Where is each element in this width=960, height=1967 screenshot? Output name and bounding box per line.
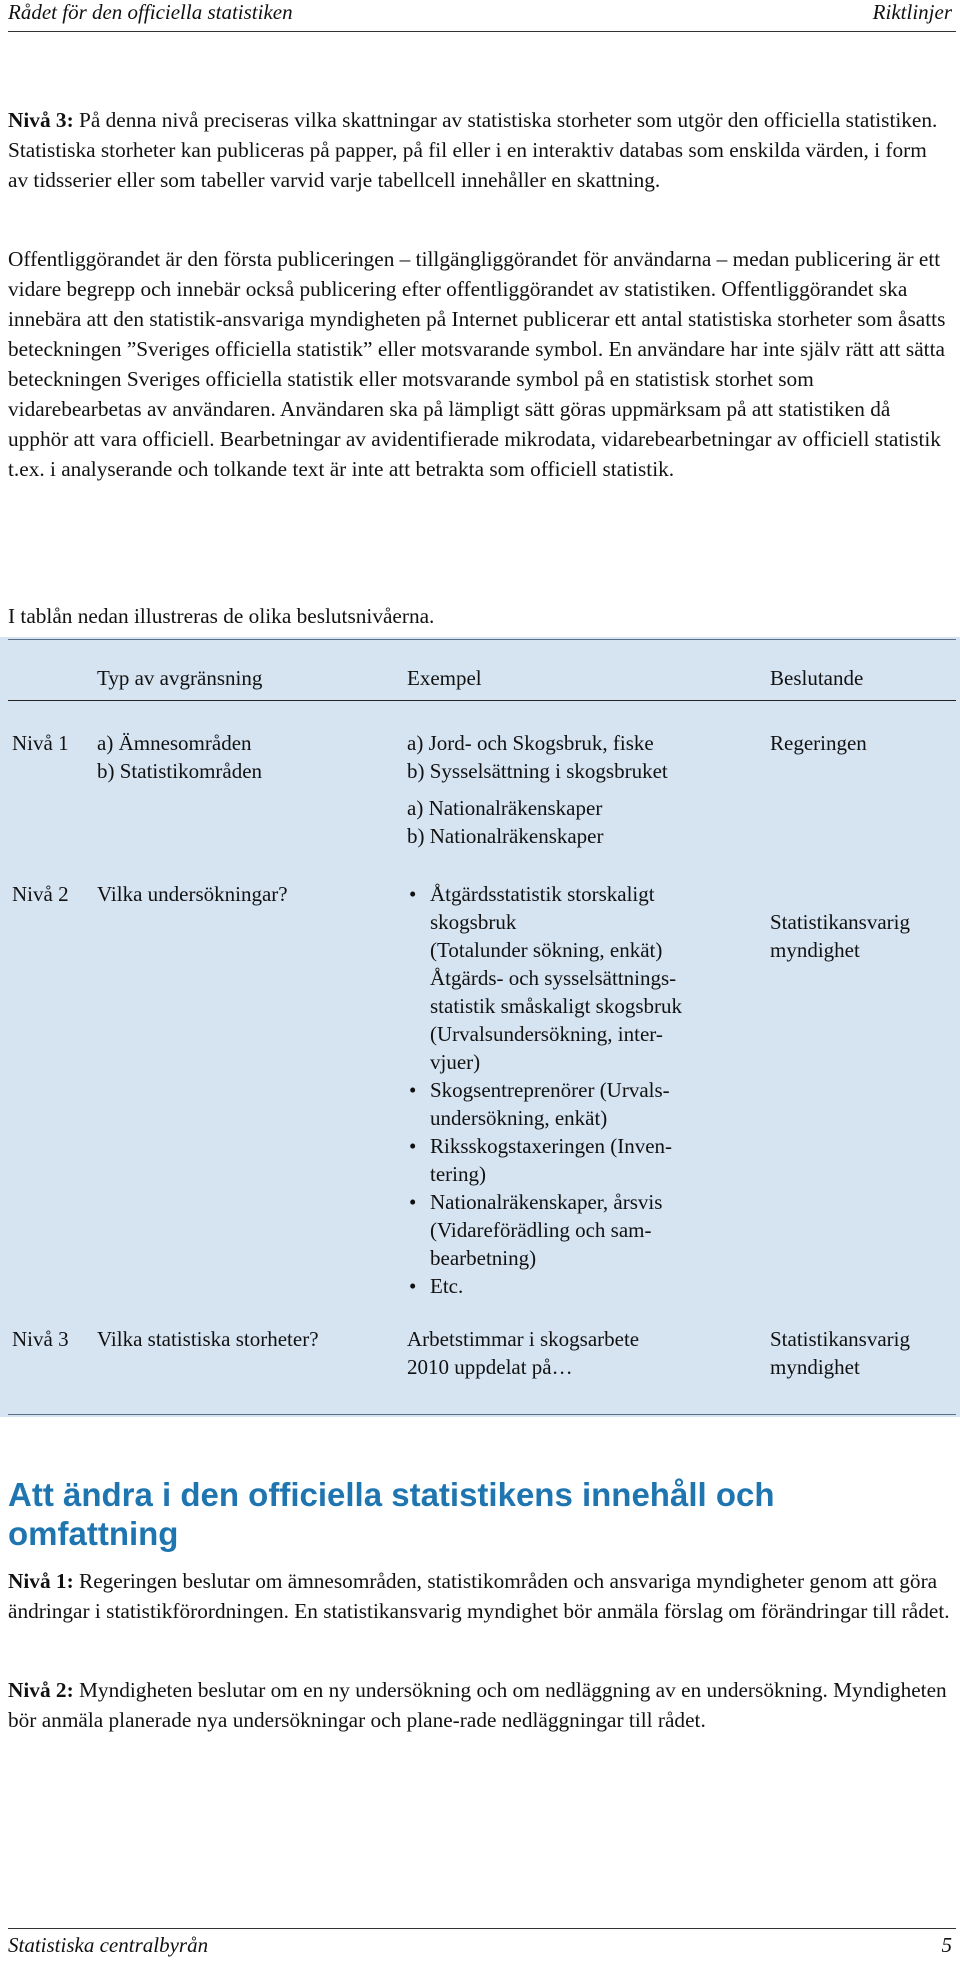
decision-levels-table (0, 652, 960, 692)
bullet1-line: Åtgärds- och sysselsättnings- (430, 966, 677, 990)
header-section: Riktlinjer (872, 0, 952, 24)
row3-decider-line1: Statistikansvarig (770, 1327, 910, 1351)
row2-type: Vilka undersökningar? (97, 882, 288, 906)
bullet4-line: bearbetning) (430, 1246, 537, 1270)
row1-example-c: a) Nationalräkenskaper (407, 796, 603, 820)
table-header-row (0, 652, 960, 692)
paragraph-section-niva1 (8, 1566, 952, 1626)
bullet4-line: (Vidareförädling och sam- (430, 1218, 652, 1242)
bullet2-line: • Skogsentreprenörer (Urvals- (430, 1078, 670, 1102)
row2-decider-line1: Statistikansvarig (770, 910, 910, 934)
row3-example-line2: 2010 uppdelat på… (407, 1355, 573, 1379)
intro-table-text: I tablån nedan illustreras de olika beslutsnivåerna. (8, 604, 435, 628)
bullet1-line: skogsbruk (430, 910, 517, 934)
section-heading-line1: Att ändra i den officiella statistikens innehåll och (8, 1476, 775, 1513)
footer-publisher: Statistiska centralbyrån (8, 1933, 209, 1957)
row3-decider (770, 1325, 910, 1381)
row2-decider-line2: myndighet (770, 938, 860, 962)
row2-example-list (407, 880, 767, 1300)
box-rule-bottom (8, 1414, 956, 1415)
page-header (0, 0, 960, 24)
row1-type (97, 729, 262, 785)
list-item (407, 1132, 767, 1188)
header-title: Rådet för den officiella statistiken (8, 0, 293, 24)
paragraph-intro-table (8, 601, 952, 631)
row1-example (407, 729, 668, 850)
header-type: Typ av avgränsning (97, 666, 263, 690)
row3-type: Vilka statistiska storheter? (97, 1327, 319, 1351)
header-example: Exempel (407, 666, 482, 690)
row1-example-b: b) Sysselsättning i skogsbruket (407, 759, 668, 783)
list-item (407, 1076, 767, 1132)
section-heading (8, 1475, 948, 1553)
row1-type-a: a) Ämnesområden (97, 731, 252, 755)
niva3-label: Nivå 3: (8, 108, 74, 132)
section-niva1-label: Nivå 1: (8, 1569, 74, 1593)
bullet2-line: undersökning, enkät) (430, 1106, 608, 1130)
offentliggorande-text: Offentliggörandet är den första publiceringen – tillgängliggörandet för användarna – medan publicering är ett vidare begrepp och innebär också publicering efter offentliggörandet av statistiken. Offentliggörandet ska innebära att den statistik-ansvariga myndigheten på Internet publicerar ett antal statistiska storheter som åsatts beteckningen ”Sveriges officiella statistik” eller motsvarande symbol. En användare har inte själv rätt att sätta beteckningen Sveriges officiella statistik eller motsvarande symbol på en statistisk storhet som vidarebearbetas av användaren. Användaren ska på lämpligt sätt göras uppmärksam på att statistiken då upphör att vara officiell. Bearbetningar av avidentifierade mikrodata, vidarebearbetningar av officiell statistik t.ex. i analyserande och tolkande text är inte att betrakta som officiell statistik. (8, 247, 946, 481)
paragraph-niva3 (8, 105, 952, 195)
bullet3-line: tering) (430, 1162, 486, 1186)
list-item (407, 1188, 767, 1272)
box-rule-top (8, 639, 956, 640)
bullet1-line: statistik småskaligt skogsbruk (430, 994, 682, 1018)
header-decider: Beslutande (770, 666, 864, 690)
paragraph-section-niva2 (8, 1675, 952, 1735)
row1-type-b: b) Statistikområden (97, 759, 263, 783)
row1-example-d: b) Nationalräkenskaper (407, 824, 604, 848)
row2-level: Nivå 2 (12, 882, 69, 906)
header-rule (8, 31, 956, 32)
bullet1-line: (Urvalsundersökning, inter- (430, 1022, 663, 1046)
section-heading-line2: omfattning (8, 1515, 179, 1552)
page-footer (0, 1933, 960, 1957)
row1-level: Nivå 1 (12, 731, 69, 755)
row3-example (407, 1325, 639, 1381)
paragraph-offentliggorande (8, 244, 952, 484)
row3-decider-line2: myndighet (770, 1355, 860, 1379)
row3-example-line1: Arbetstimmar i skogsarbete (407, 1327, 640, 1351)
table-header-rule (8, 700, 956, 701)
niva3-text: På denna nivå preciseras vilka skattningar av statistiska storheter som utgör den officiella statistiken. Statistiska storheter kan publiceras på papper, på fil eller i en interaktiv databas som enskilda värden, i form av tidsserier eller som tabeller varvid varje tabellcell innehåller en skattning. (8, 108, 938, 192)
bullet1-line: vjuer) (430, 1050, 481, 1074)
list-item (407, 880, 767, 1076)
bullet5-line: • Etc. (430, 1274, 464, 1298)
list-item (407, 1272, 767, 1300)
page-number: 5 (941, 1933, 952, 1957)
section-niva2-text: Myndigheten beslutar om en ny undersökning och om nedläggning av en undersökning. Myndigheten bör anmäla planerade nya undersökningar och plane-rade nedläggningar till rådet. (8, 1678, 947, 1732)
bullet4-line: • Nationalräkenskaper, årsvis (430, 1190, 663, 1214)
bullet3-line: • Riksskogstaxeringen (Inven- (430, 1134, 673, 1158)
row2-example (407, 880, 767, 1300)
section-niva1-text: Regeringen beslutar om ämnesområden, statistikområden och ansvariga myndigheter genom att göra ändringar i statistikförordningen. En statistikansvarig myndighet bör anmäla förslag om förändringar till rådet. (8, 1569, 950, 1623)
bullet1-line: • Åtgärdsstatistik storskaligt (430, 882, 655, 906)
footer-rule (8, 1928, 956, 1929)
bullet1-line: (Totalunder sökning, enkät) (430, 938, 663, 962)
row3-level: Nivå 3 (12, 1327, 69, 1351)
section-niva2-label: Nivå 2: (8, 1678, 74, 1702)
row1-example-a: a) Jord- och Skogsbruk, fiske (407, 731, 654, 755)
row2-decider (770, 908, 910, 964)
row1-decider: Regeringen (770, 731, 867, 755)
